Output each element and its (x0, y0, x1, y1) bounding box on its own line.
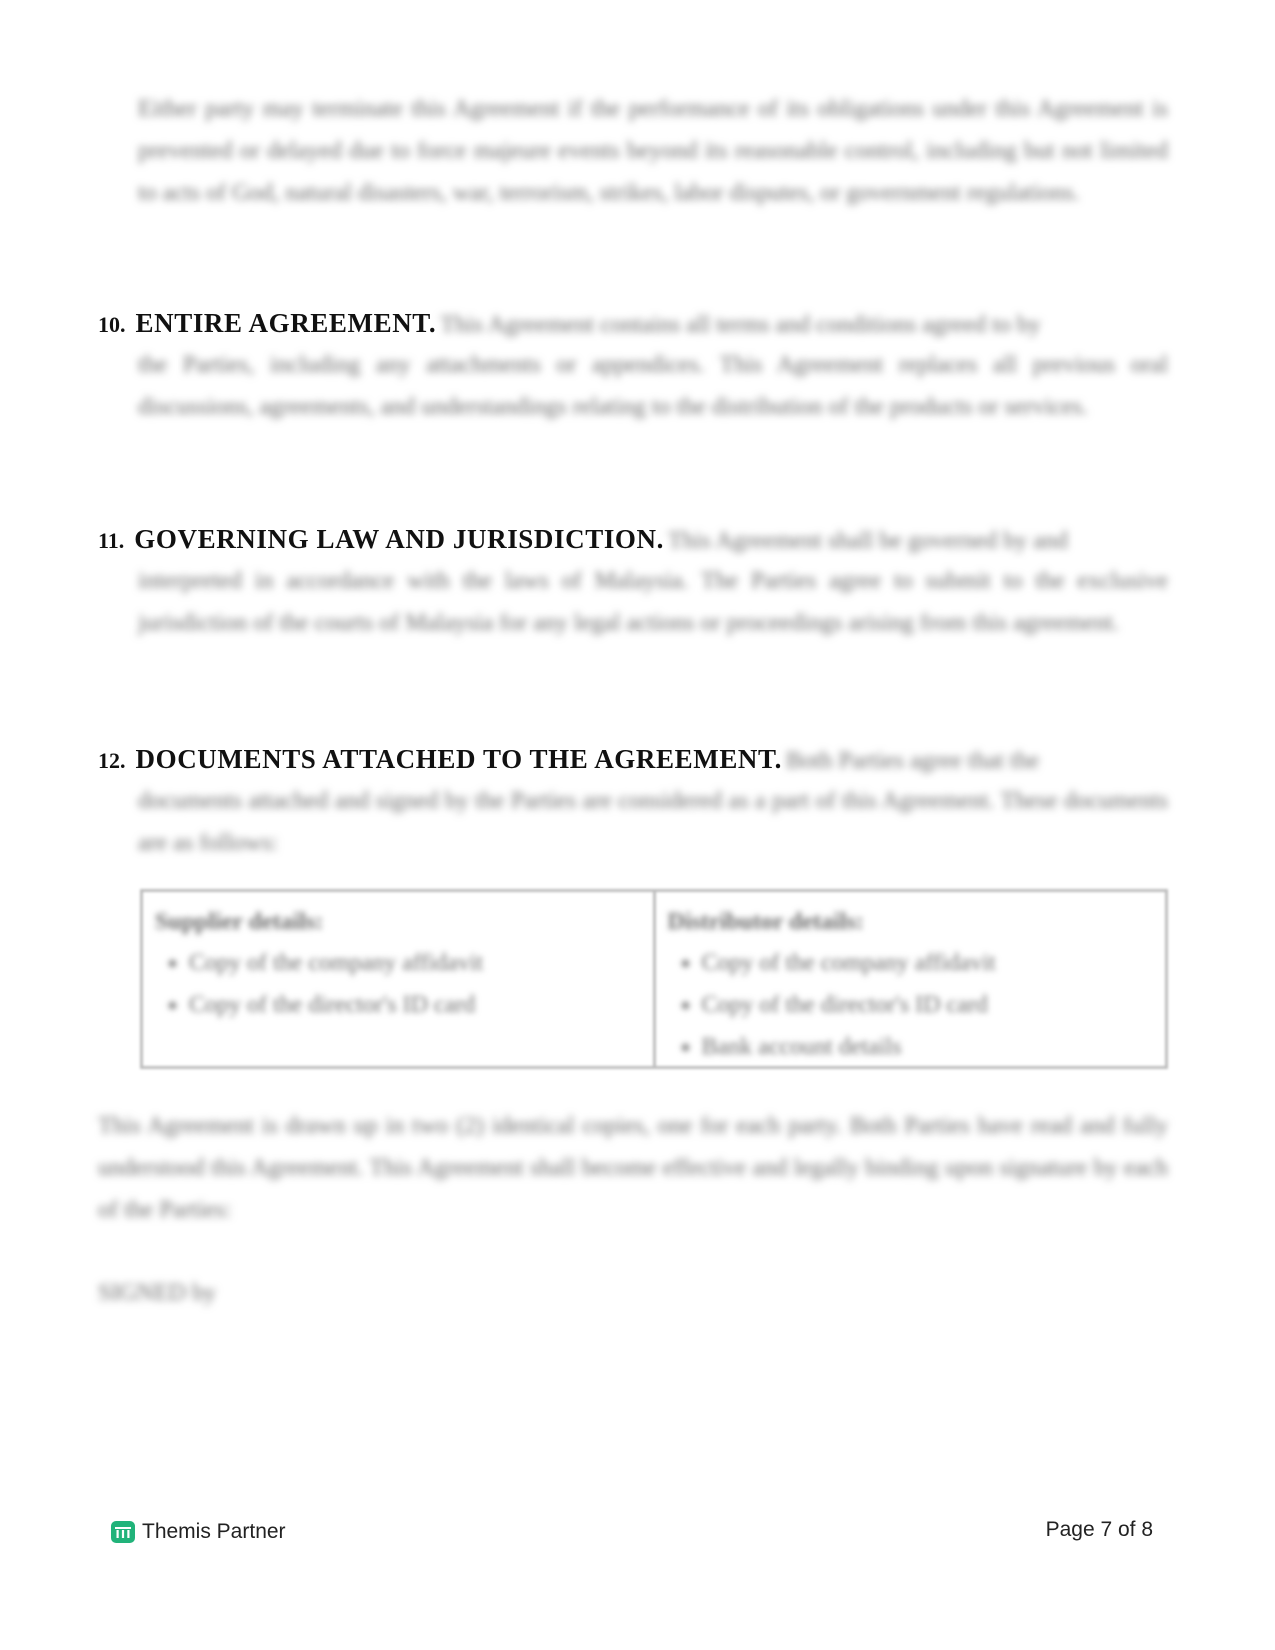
themis-partner-logo-icon (111, 1521, 135, 1543)
section-lead-text: Both Parties agree that the (785, 748, 1040, 774)
section-body: the Parties, including any attachments or appendices. This Agreement replaces all previous oral discussions, agreements, and understandings relating to the distribution of the products or services. (138, 352, 1168, 420)
section-body: interpreted in accordance with the laws of Malaysia. The Parties agree to submit to the exclusive jurisdiction of the courts of Malaysia for any legal actions or proceedings arising from this agreement. (138, 568, 1168, 636)
closing-paragraph: This Agreement is drawn up in two (2) identical copies, one for each party. Both Parties have read and fully understood this Agreement. This Agreement shall become effective and legally binding upon signature by each of the Parties: (98, 1113, 1168, 1223)
section-governing-law (98, 518, 1168, 644)
section-lead-text: This Agreement shall be governed by and (668, 528, 1068, 554)
section-heading-line (98, 738, 1168, 780)
section-body: documents attached and signed by the Parties are considered as a part of this Agreement. These documents are as follows: (138, 788, 1168, 856)
signed-by-label: SIGNED by (98, 1280, 216, 1306)
list-item: • Copy of the director's ID card (189, 984, 641, 1026)
section-number: 11. (98, 528, 125, 553)
list-item: • Copy of the company affidavit (189, 942, 641, 984)
footer-brand (111, 1520, 286, 1544)
section-number: 12. (98, 748, 126, 773)
attached-documents-table (140, 889, 1168, 1069)
section-entire-agreement (98, 302, 1168, 428)
section-heading-line (98, 302, 1168, 344)
supplier-details-column (143, 892, 653, 1066)
supplier-documents-list (155, 942, 641, 1026)
section-heading-line (98, 518, 1168, 560)
list-item: • Bank account details (702, 1026, 1154, 1068)
section-heading: DOCUMENTS ATTACHED TO THE AGREEMENT. (135, 744, 782, 774)
distributor-details-column (653, 892, 1166, 1066)
supplier-details-title: Supplier details: (155, 909, 324, 935)
section-heading: ENTIRE AGREEMENT. (135, 308, 437, 338)
page-number: Page 7 of 8 (1045, 1518, 1153, 1541)
distributor-documents-list (668, 942, 1154, 1068)
brand-name: Themis Partner (142, 1520, 286, 1543)
distributor-details-title: Distributor details: (667, 909, 864, 935)
section-heading: GOVERNING LAW AND JURISDICTION. (134, 524, 664, 554)
force-majeure-paragraph: Either party may terminate this Agreement if the performance of its obligations under this Agreement is prevented or delayed due to force majeure events beyond its reasonable control, including but not limited to acts of God, natural disasters, war, terrorism, strikes, labor disputes, or government regulations. (138, 96, 1168, 206)
section-documents-attached (98, 738, 1168, 864)
section-lead-text: This Agreement contains all terms and conditions agreed to by (440, 312, 1041, 338)
list-item: • Copy of the director's ID card (702, 984, 1154, 1026)
section-number: 10. (98, 312, 126, 337)
list-item: • Copy of the company affidavit (702, 942, 1154, 984)
